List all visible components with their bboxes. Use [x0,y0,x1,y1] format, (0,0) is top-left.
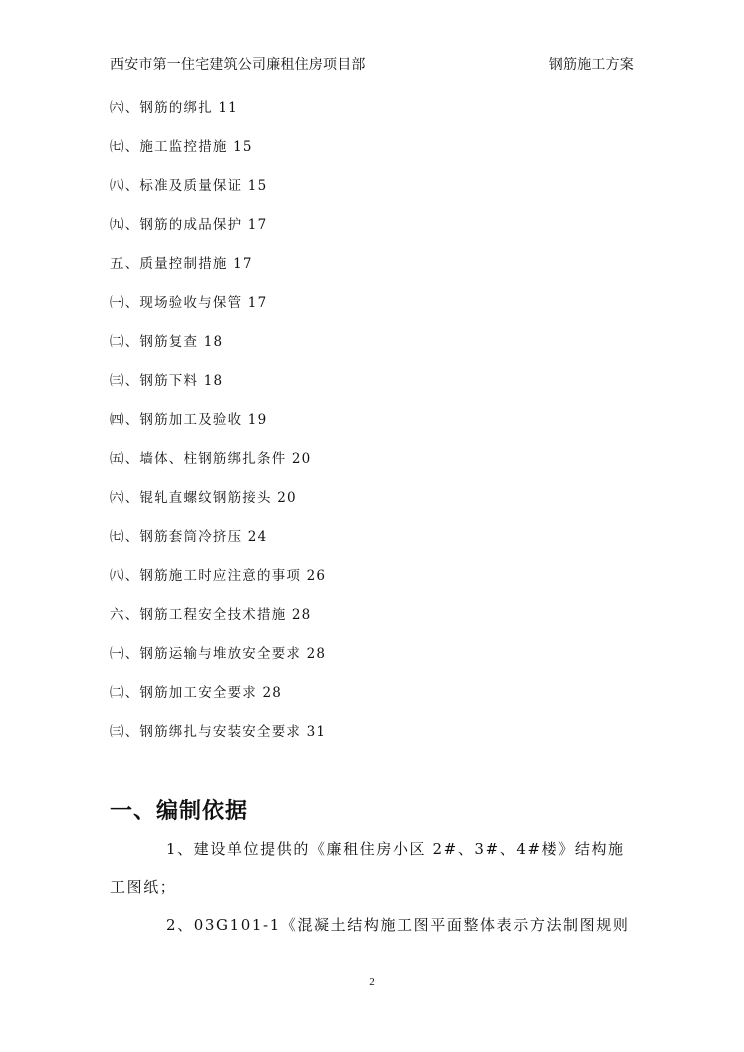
toc-entry: ㈧、钢筋施工时应注意的事项 26 [110,568,327,584]
toc-entry: ㈣、钢筋加工及验收 19 [110,412,268,428]
toc-entry: ㈧、标准及质量保证 15 [110,178,268,194]
paragraph-basis-1-continued: 工图纸； [110,878,177,896]
toc-entry: ㈥、锟轧直螺纹钢筋接头 20 [110,490,297,506]
toc-entry: ㈥、钢筋的绑扎 11 [110,100,238,116]
page-header [110,54,634,76]
toc-entry: ㈦、施工监控措施 15 [110,139,253,155]
toc-entry: ㈢、钢筋下料 18 [110,373,224,389]
paragraph-basis-1: 1、建设单位提供的《廉租住房小区 2#、3#、4#楼》结构施 [166,840,625,858]
toc-entry: ㈦、钢筋套筒冷挤压 24 [110,529,268,545]
toc-entry: ㈤、墙体、柱钢筋绑扎条件 20 [110,451,312,467]
toc-entry: ㈠、钢筋运输与堆放安全要求 28 [110,646,327,662]
toc-entry: 五、质量控制措施 17 [110,256,253,272]
toc-entry: 六、钢筋工程安全技术措施 28 [110,607,312,623]
header-document-title: 钢筋施工方案 [548,57,634,73]
page-number: 2 [369,976,375,988]
toc-entry: ㈨、钢筋的成品保护 17 [110,217,268,233]
toc-entry: ㈠、现场验收与保管 17 [110,295,268,311]
toc-entry: ㈢、钢筋绑扎与安装安全要求 31 [110,724,327,740]
toc-entry: ㈡、钢筋加工安全要求 28 [110,685,283,701]
toc-entry: ㈡、钢筋复查 18 [110,334,224,350]
paragraph-basis-2: 2、03G101-1《混凝土结构施工图平面整体表示方法制图规则 [166,916,630,934]
header-project-name: 西安市第一住宅建筑公司廉租住房项目部 [110,57,366,73]
table-of-contents [110,98,634,761]
section-heading: 一、编制依据 [110,799,249,824]
